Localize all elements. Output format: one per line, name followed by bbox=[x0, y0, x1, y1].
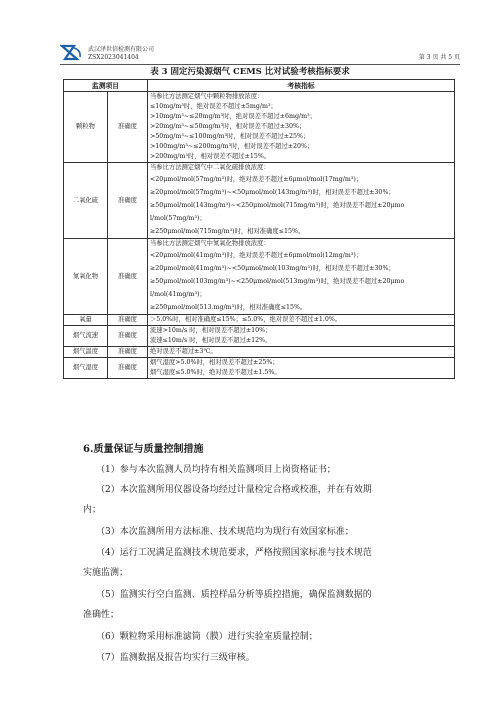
table-row bbox=[64, 239, 455, 315]
criteria-line: >200mg/m³时，相对误差不超过±15%。 bbox=[150, 153, 271, 160]
company-logo-icon bbox=[60, 44, 84, 62]
row-criteria bbox=[148, 326, 455, 347]
qa-item bbox=[96, 460, 456, 480]
row-metric: 准确度 bbox=[108, 358, 148, 379]
section-title: 6.质量保证与质量控制措施 bbox=[83, 444, 204, 455]
criteria-line: <20μmol/mol(57mg/m³)时，绝对误差不超过±6μmol/mol(17mg/m³)； bbox=[150, 176, 363, 183]
row-criteria bbox=[148, 163, 455, 239]
criteria-line: >50mg/m³~≤100mg/m³时，相对误差不超过±25%； bbox=[150, 133, 310, 140]
qa-item-text: （1）参与本次监测人员均持有相关监测项目上岗资格证书； bbox=[96, 465, 336, 475]
qa-item bbox=[83, 480, 456, 520]
row-item: 二氧化硫 bbox=[64, 163, 108, 239]
row-item: 烟气湿度 bbox=[64, 358, 108, 379]
qa-item bbox=[96, 627, 456, 647]
qa-item bbox=[83, 543, 456, 583]
row-criteria bbox=[148, 347, 455, 358]
criteria-line: ≥50μmol/mol(143mg/m³)~<250μmol/mol(715mg/m³)时，绝对误差不超过±20μmo bbox=[150, 202, 405, 209]
table-row bbox=[64, 347, 455, 358]
row-item: 颗粒物 bbox=[64, 92, 108, 163]
qa-item-text: （7）监测数据及报告均实行三级审核。 bbox=[96, 653, 255, 663]
table-title: 表 3 固定污染源烟气 CEMS 比对试验考核指标要求 bbox=[150, 67, 350, 77]
row-criteria bbox=[148, 239, 455, 315]
row-criteria bbox=[148, 358, 455, 379]
row-item: 氮氧化物 bbox=[64, 239, 108, 315]
qa-item bbox=[96, 648, 456, 668]
criteria-line: >20mg/m³~≤50mg/m³时，相对误差不超过±30%； bbox=[150, 123, 306, 130]
criteria-line: l/mol(41mg/m³)； bbox=[150, 291, 206, 298]
row-item: 烟气流速 bbox=[64, 326, 108, 347]
company-name: 武汉泽世信检测有限公司 bbox=[88, 46, 155, 53]
row-metric: 准确度 bbox=[108, 163, 148, 239]
qa-item-text: （5）监测实行空白监测、质控样品分析等质控措施，确保监测数据的 bbox=[96, 590, 372, 600]
document-number: ZSX2023041404 bbox=[88, 54, 139, 61]
table-row bbox=[64, 358, 455, 379]
criteria-line: ≥50μmol/mol(103mg/m³)~<250μmol/mol(513mg/m³)时，绝对误差不超过±20μmo bbox=[150, 278, 405, 285]
criteria-line: >10mg/m³~≤20mg/m³时，绝对误差不超过±6mg/m³； bbox=[150, 113, 316, 120]
qa-item-text-continued: 实施监测； bbox=[83, 568, 129, 578]
row-metric: 准确度 bbox=[108, 347, 148, 358]
qa-item bbox=[96, 522, 456, 542]
qa-item-text: （2）本次监测所用仪器设备均经过计量检定合格或校准，并在有效期 bbox=[96, 485, 372, 495]
criteria-line: l/mol(57mg/m³)； bbox=[150, 215, 206, 222]
row-item: 氧量 bbox=[64, 315, 108, 326]
header-monitoring-item: 监测项目 bbox=[64, 80, 148, 92]
header-assessment-criteria: 考核指标 bbox=[148, 80, 455, 92]
criteria-line: ≥250μmol/mol(715mg/m³)时，相对准确度≤15%。 bbox=[150, 228, 305, 235]
row-criteria bbox=[148, 92, 455, 163]
criteria-line: <20μmol/mol(41mg/m³)时，绝对误差不超过±6μmol/mol(12mg/m³)； bbox=[150, 252, 363, 259]
criteria-line: >100mg/m³~≤200mg/m³时，相对误差不超过±20%； bbox=[150, 143, 314, 150]
criteria-line: 当参比方法测定烟气中氮氧化物排放浓度： bbox=[150, 240, 270, 247]
table-header-row bbox=[64, 80, 455, 92]
table-row bbox=[64, 163, 455, 239]
criteria-line: ≥20μmol/mol(41mg/m³)~<50μmol/mol(103mg/m³)时，相对误差不超过±30%； bbox=[150, 265, 395, 272]
criteria-line: 绝对误差不超过±3℃。 bbox=[150, 348, 217, 355]
header-divider bbox=[60, 64, 460, 65]
qa-item-text: （6）颗粒物采用标准滤筒（膜）进行实验室质量控制； bbox=[96, 632, 318, 642]
criteria-line: ≥250μmol/mol(513.mg/m³)时，相对准确度≤15%。 bbox=[150, 304, 307, 311]
table-row bbox=[64, 326, 455, 347]
page-number: 第 3 页 共 5 页 bbox=[418, 54, 460, 61]
criteria-line: 流速≤10m/s 时，相对误差不超过±12%。 bbox=[150, 337, 272, 344]
page-header bbox=[60, 44, 460, 64]
criteria-line: ＞5.0%时，相对准确度≤15%；≤5.0%，绝对误差不超过±1.0%。 bbox=[150, 316, 342, 323]
row-item: 烟气温度 bbox=[64, 347, 108, 358]
table-row bbox=[64, 315, 455, 326]
qa-item-text-continued: 准确性； bbox=[83, 610, 120, 620]
criteria-line: 烟气湿度≤5.0%时，绝对误差不超过±1.5%。 bbox=[150, 369, 281, 376]
criteria-line: 当参比方法测定烟气中二氧化硫排放浓度： bbox=[150, 164, 270, 171]
cems-criteria-table bbox=[63, 79, 455, 379]
table-row bbox=[64, 92, 455, 163]
row-metric: 准确度 bbox=[108, 239, 148, 315]
qa-item-text: （3）本次监测所用方法标准、技术规范均为现行有效国家标准； bbox=[96, 527, 354, 537]
criteria-line: ≥20μmol/mol(57mg/m³)~<50μmol/mol(143mg/m³)时，相对误差不超过±30%； bbox=[150, 189, 395, 196]
criteria-line: 流速>10m/s 时，相对误差不超过±10%； bbox=[150, 327, 272, 334]
row-criteria bbox=[148, 315, 455, 326]
qa-item bbox=[83, 585, 456, 625]
criteria-line: 烟气湿度>5.0%时，相对误差不超过±25%； bbox=[150, 359, 279, 366]
criteria-line: 当参比方法测定烟气中颗粒物排放浓度： bbox=[150, 93, 264, 100]
qa-item-text-continued: 内； bbox=[83, 505, 102, 515]
row-metric: 准确度 bbox=[108, 315, 148, 326]
row-metric: 准确度 bbox=[108, 92, 148, 163]
criteria-line: ≤10mg/m³时，绝对误差不超过±5mg/m³； bbox=[150, 103, 277, 110]
qa-item-text: （4）运行工况满足监测技术规范要求，严格按照国家标准与技术规范 bbox=[96, 548, 372, 558]
row-metric: 准确度 bbox=[108, 326, 148, 347]
